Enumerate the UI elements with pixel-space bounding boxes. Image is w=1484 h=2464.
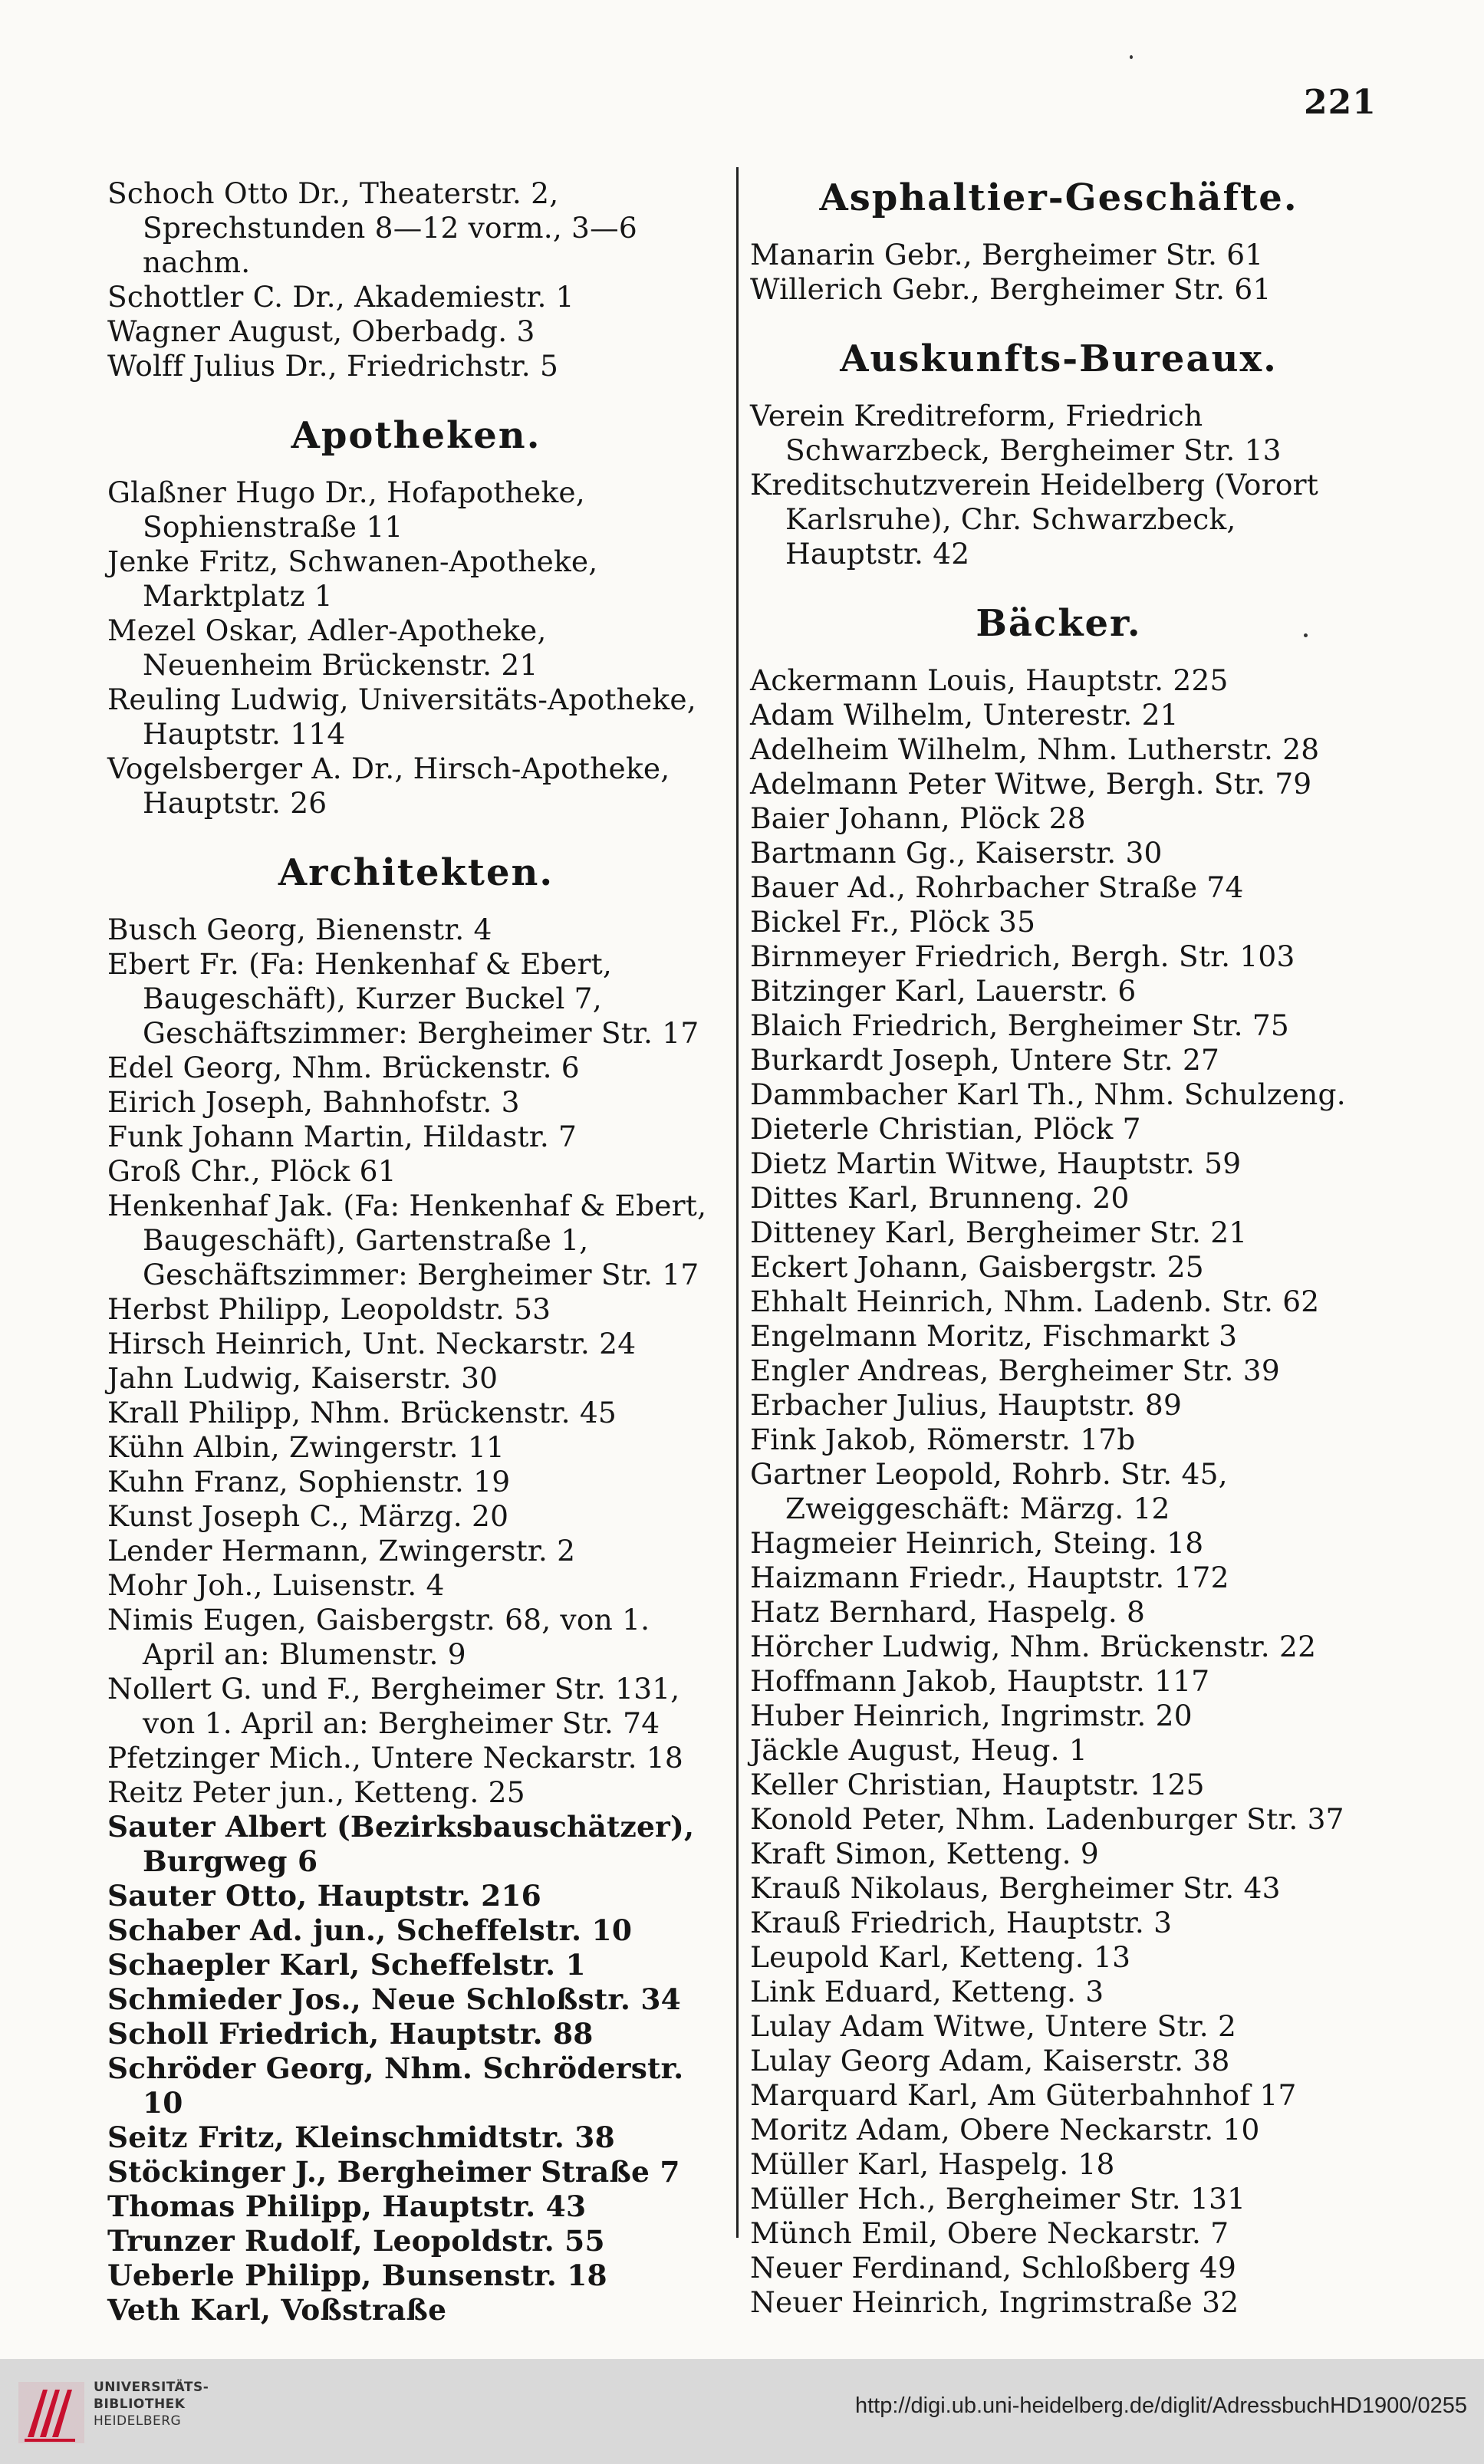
directory-entry: Neuer Ferdinand, Schloßberg 49 bbox=[750, 2251, 1237, 2285]
directory-entry: Münch Emil, Obere Neckarstr. 7 bbox=[750, 2216, 1229, 2250]
directory-entry: Baier Johann, Plöck 28 bbox=[750, 801, 1086, 835]
speck-top bbox=[1130, 55, 1133, 59]
library-logo-icon bbox=[17, 2374, 86, 2451]
directory-entry: Burkardt Joseph, Untere Str. 27 bbox=[750, 1043, 1220, 1077]
directory-entry: Dieterle Christian, Plöck 7 bbox=[750, 1112, 1141, 1146]
directory-entry: Veth Karl, Voßstraße bbox=[107, 2293, 447, 2327]
directory-entry: Schoch Otto Dr., Theaterstr. 2, Sprechstunden 8—12 vorm., 3—6 nachm. bbox=[107, 176, 637, 279]
directory-entry: Groß Chr., Plöck 61 bbox=[107, 1154, 397, 1188]
directory-entry: Funk Johann Martin, Hildastr. 7 bbox=[107, 1120, 577, 1153]
directory-entry: Huber Heinrich, Ingrimstr. 20 bbox=[750, 1699, 1193, 1732]
directory-entry: Ditteney Karl, Bergheimer Str. 21 bbox=[750, 1216, 1248, 1249]
directory-entry: Dietz Martin Witwe, Hauptstr. 59 bbox=[750, 1146, 1242, 1180]
directory-entry: Müller Karl, Haspelg. 18 bbox=[750, 2147, 1115, 2181]
directory-entry: Schmieder Jos., Neue Schloßstr. 34 bbox=[107, 1982, 681, 2016]
directory-entry: Leupold Karl, Ketteng. 13 bbox=[750, 1940, 1131, 1974]
directory-entry: Jenke Fritz, Schwanen-Apotheke, Marktplatz 1 bbox=[107, 544, 598, 613]
directory-entry: Birnmeyer Friedrich, Bergh. Str. 103 bbox=[750, 939, 1295, 973]
directory-entry: Ackermann Louis, Hauptstr. 225 bbox=[750, 663, 1229, 697]
directory-entry: Mohr Joh., Luisenstr. 4 bbox=[107, 1568, 445, 1602]
directory-entry: Moritz Adam, Obere Neckarstr. 10 bbox=[750, 2113, 1260, 2147]
directory-entry: Kuhn Franz, Sophienstr. 19 bbox=[107, 1465, 511, 1498]
directory-entry: Schaber Ad. jun., Scheffelstr. 10 bbox=[107, 1913, 633, 1947]
directory-entry: Krauß Friedrich, Hauptstr. 3 bbox=[750, 1906, 1173, 1939]
directory-entry: Ebert Fr. (Fa: Henkenhaf & Ebert, Baugeschäft), Kurzer Buckel 7, Geschäftszimmer: Bergheimer Str. 17 bbox=[107, 947, 699, 1050]
directory-entry: Dammbacher Karl Th., Nhm. Schulzeng. bbox=[750, 1077, 1346, 1111]
directory-entry: Schröder Georg, Nhm. Schröderstr. 10 bbox=[107, 2051, 684, 2120]
directory-entry: Hatz Bernhard, Haspelg. 8 bbox=[750, 1595, 1146, 1629]
directory-entry: Verein Kreditreform, Friedrich Schwarzbeck, Bergheimer Str. 13 bbox=[750, 399, 1282, 467]
logo-line-2: BIBLIOTHEK bbox=[94, 2397, 186, 2412]
speck-right bbox=[1304, 633, 1308, 637]
library-logo-text bbox=[94, 2379, 209, 2429]
directory-entry: Trunzer Rudolf, Leopoldstr. 55 bbox=[107, 2224, 605, 2258]
directory-entry: Henkenhaf Jak. (Fa: Henkenhaf & Ebert, Baugeschäft), Gartenstraße 1, Geschäftszimmer: Bergheimer Str. 17 bbox=[107, 1189, 707, 1291]
directory-entry: Ueberle Philipp, Bunsenstr. 18 bbox=[107, 2258, 607, 2292]
directory-entry: Hoffmann Jakob, Hauptstr. 117 bbox=[750, 1664, 1210, 1698]
directory-entry: Thomas Philipp, Hauptstr. 43 bbox=[107, 2189, 587, 2223]
section-heading: Asphaltier-Geschäfte. bbox=[819, 176, 1298, 219]
directory-entry: Wagner August, Oberbadg. 3 bbox=[107, 314, 535, 348]
footer-bar bbox=[0, 2359, 1484, 2464]
directory-entry: Blaich Friedrich, Bergheimer Str. 75 bbox=[750, 1008, 1289, 1042]
directory-entry: Reitz Peter jun., Ketteng. 25 bbox=[107, 1775, 525, 1809]
directory-entry: Gartner Leopold, Rohrb. Str. 45, Zweiggeschäft: Märzg. 12 bbox=[750, 1457, 1228, 1525]
directory-entry: Hagmeier Heinrich, Steing. 18 bbox=[750, 1526, 1204, 1560]
directory-entry: Adam Wilhelm, Unterestr. 21 bbox=[750, 698, 1179, 732]
directory-entry: Engelmann Moritz, Fischmarkt 3 bbox=[750, 1319, 1238, 1353]
directory-entry: Herbst Philipp, Leopoldstr. 53 bbox=[107, 1292, 551, 1326]
directory-entry: Keller Christian, Hauptstr. 125 bbox=[750, 1768, 1205, 1801]
directory-entry: Schaepler Karl, Scheffelstr. 1 bbox=[107, 1948, 586, 1982]
directory-entry: Dittes Karl, Brunneng. 20 bbox=[750, 1181, 1130, 1215]
directory-entry: Kreditschutzverein Heidelberg (Vorort Karlsruhe), Chr. Schwarzbeck, Hauptstr. 42 bbox=[750, 468, 1319, 571]
directory-entry: Kühn Albin, Zwingerstr. 11 bbox=[107, 1430, 505, 1464]
column-divider bbox=[736, 167, 739, 2238]
directory-entry: Glaßner Hugo Dr., Hofapotheke, Sophienstraße 11 bbox=[107, 475, 585, 544]
directory-entry: Scholl Friedrich, Hauptstr. 88 bbox=[107, 2017, 594, 2051]
directory-entry: Marquard Karl, Am Güterbahnhof 17 bbox=[750, 2078, 1297, 2112]
directory-entry: Haizmann Friedr., Hauptstr. 172 bbox=[750, 1561, 1229, 1594]
directory-entry: Bitzinger Karl, Lauerstr. 6 bbox=[750, 974, 1137, 1008]
directory-entry: Engler Andreas, Bergheimer Str. 39 bbox=[750, 1354, 1280, 1387]
directory-entry: Stöckinger J., Bergheimer Straße 7 bbox=[107, 2155, 680, 2189]
section-heading: Architekten. bbox=[278, 851, 554, 894]
directory-entry: Kunst Joseph C., Märzg. 20 bbox=[107, 1499, 509, 1533]
directory-entry: Sauter Otto, Hauptstr. 216 bbox=[107, 1879, 541, 1913]
directory-entry: Bartmann Gg., Kaiserstr. 30 bbox=[750, 836, 1163, 870]
directory-entry: Busch Georg, Bienenstr. 4 bbox=[107, 913, 492, 946]
directory-entry: Edel Georg, Nhm. Brückenstr. 6 bbox=[107, 1051, 580, 1084]
page-number: 221 bbox=[1304, 83, 1377, 122]
section-heading: Auskunfts-Bureaux. bbox=[840, 337, 1278, 380]
directory-entry: Vogelsberger A. Dr., Hirsch-Apotheke, Hauptstr. 26 bbox=[107, 752, 670, 820]
directory-entry: Jäckle August, Heug. 1 bbox=[750, 1733, 1087, 1767]
directory-entry: Lulay Georg Adam, Kaiserstr. 38 bbox=[750, 2044, 1230, 2077]
directory-entry: Schottler C. Dr., Akademiestr. 1 bbox=[107, 280, 574, 314]
logo-line-1: UNIVERSITÄTS- bbox=[94, 2380, 209, 2395]
directory-entry: Adelheim Wilhelm, Nhm. Lutherstr. 28 bbox=[750, 732, 1320, 766]
directory-entry: Eckert Johann, Gaisbergstr. 25 bbox=[750, 1250, 1204, 1284]
directory-entry: Lulay Adam Witwe, Untere Str. 2 bbox=[750, 2009, 1237, 2043]
directory-entry: Seitz Fritz, Kleinschmidtstr. 38 bbox=[107, 2120, 615, 2154]
directory-entry: Fink Jakob, Römerstr. 17b bbox=[750, 1423, 1136, 1456]
directory-entry: Müller Hch., Bergheimer Str. 131 bbox=[750, 2182, 1246, 2216]
section-heading: Bäcker. bbox=[976, 602, 1142, 645]
right-column bbox=[750, 176, 1367, 2320]
directory-entry: Nollert G. und F., Bergheimer Str. 131, von 1. April an: Bergheimer Str. 74 bbox=[107, 1672, 680, 1740]
directory-entry: Hirsch Heinrich, Unt. Neckarstr. 24 bbox=[107, 1327, 637, 1360]
directory-entry: Lender Hermann, Zwingerstr. 2 bbox=[107, 1534, 576, 1568]
directory-entry: Mezel Oskar, Adler-Apotheke, Neuenheim Brückenstr. 21 bbox=[107, 614, 547, 682]
directory-entry: Eirich Joseph, Bahnhofstr. 3 bbox=[107, 1085, 520, 1119]
directory-entry: Jahn Ludwig, Kaiserstr. 30 bbox=[107, 1361, 499, 1395]
directory-entry: Sauter Albert (Bezirksbauschätzer), Burgweg 6 bbox=[107, 1810, 695, 1878]
directory-entry: Pfetzinger Mich., Untere Neckarstr. 18 bbox=[107, 1741, 683, 1775]
directory-entry: Reuling Ludwig, Universitäts-Apotheke, Hauptstr. 114 bbox=[107, 683, 696, 751]
directory-entry: Wolff Julius Dr., Friedrichstr. 5 bbox=[107, 349, 558, 383]
directory-entry: Adelmann Peter Witwe, Bergh. Str. 79 bbox=[750, 767, 1312, 801]
library-logo[interactable] bbox=[17, 2374, 216, 2451]
directory-entry: Manarin Gebr., Bergheimer Str. 61 bbox=[750, 238, 1264, 271]
directory-entry: Hörcher Ludwig, Nhm. Brückenstr. 22 bbox=[750, 1630, 1317, 1663]
directory-entry: Bickel Fr., Plöck 35 bbox=[750, 905, 1036, 939]
logo-line-3: HEIDELBERG bbox=[94, 2413, 182, 2429]
directory-entry: Krall Philipp, Nhm. Brückenstr. 45 bbox=[107, 1396, 617, 1429]
left-column bbox=[107, 176, 725, 2327]
source-url[interactable]: http://digi.ub.uni-heidelberg.de/diglit/AdressbuchHD1900/0255 bbox=[854, 2393, 1467, 2418]
directory-entry: Neuer Heinrich, Ingrimstraße 32 bbox=[750, 2285, 1239, 2319]
directory-entry: Nimis Eugen, Gaisbergstr. 68, von 1. April an: Blumenstr. 9 bbox=[107, 1603, 650, 1671]
directory-entry: Ehhalt Heinrich, Nhm. Ladenb. Str. 62 bbox=[750, 1285, 1320, 1318]
directory-entry: Kraft Simon, Ketteng. 9 bbox=[750, 1837, 1099, 1870]
section-heading: Apotheken. bbox=[291, 414, 541, 457]
directory-entry: Link Eduard, Ketteng. 3 bbox=[750, 1975, 1104, 2008]
directory-entry: Krauß Nikolaus, Bergheimer Str. 43 bbox=[750, 1871, 1281, 1905]
directory-entry: Willerich Gebr., Bergheimer Str. 61 bbox=[750, 272, 1272, 306]
directory-entry: Konold Peter, Nhm. Ladenburger Str. 37 bbox=[750, 1802, 1344, 1836]
directory-entry: Erbacher Julius, Hauptstr. 89 bbox=[750, 1388, 1183, 1422]
directory-entry: Bauer Ad., Rohrbacher Straße 74 bbox=[750, 870, 1244, 904]
